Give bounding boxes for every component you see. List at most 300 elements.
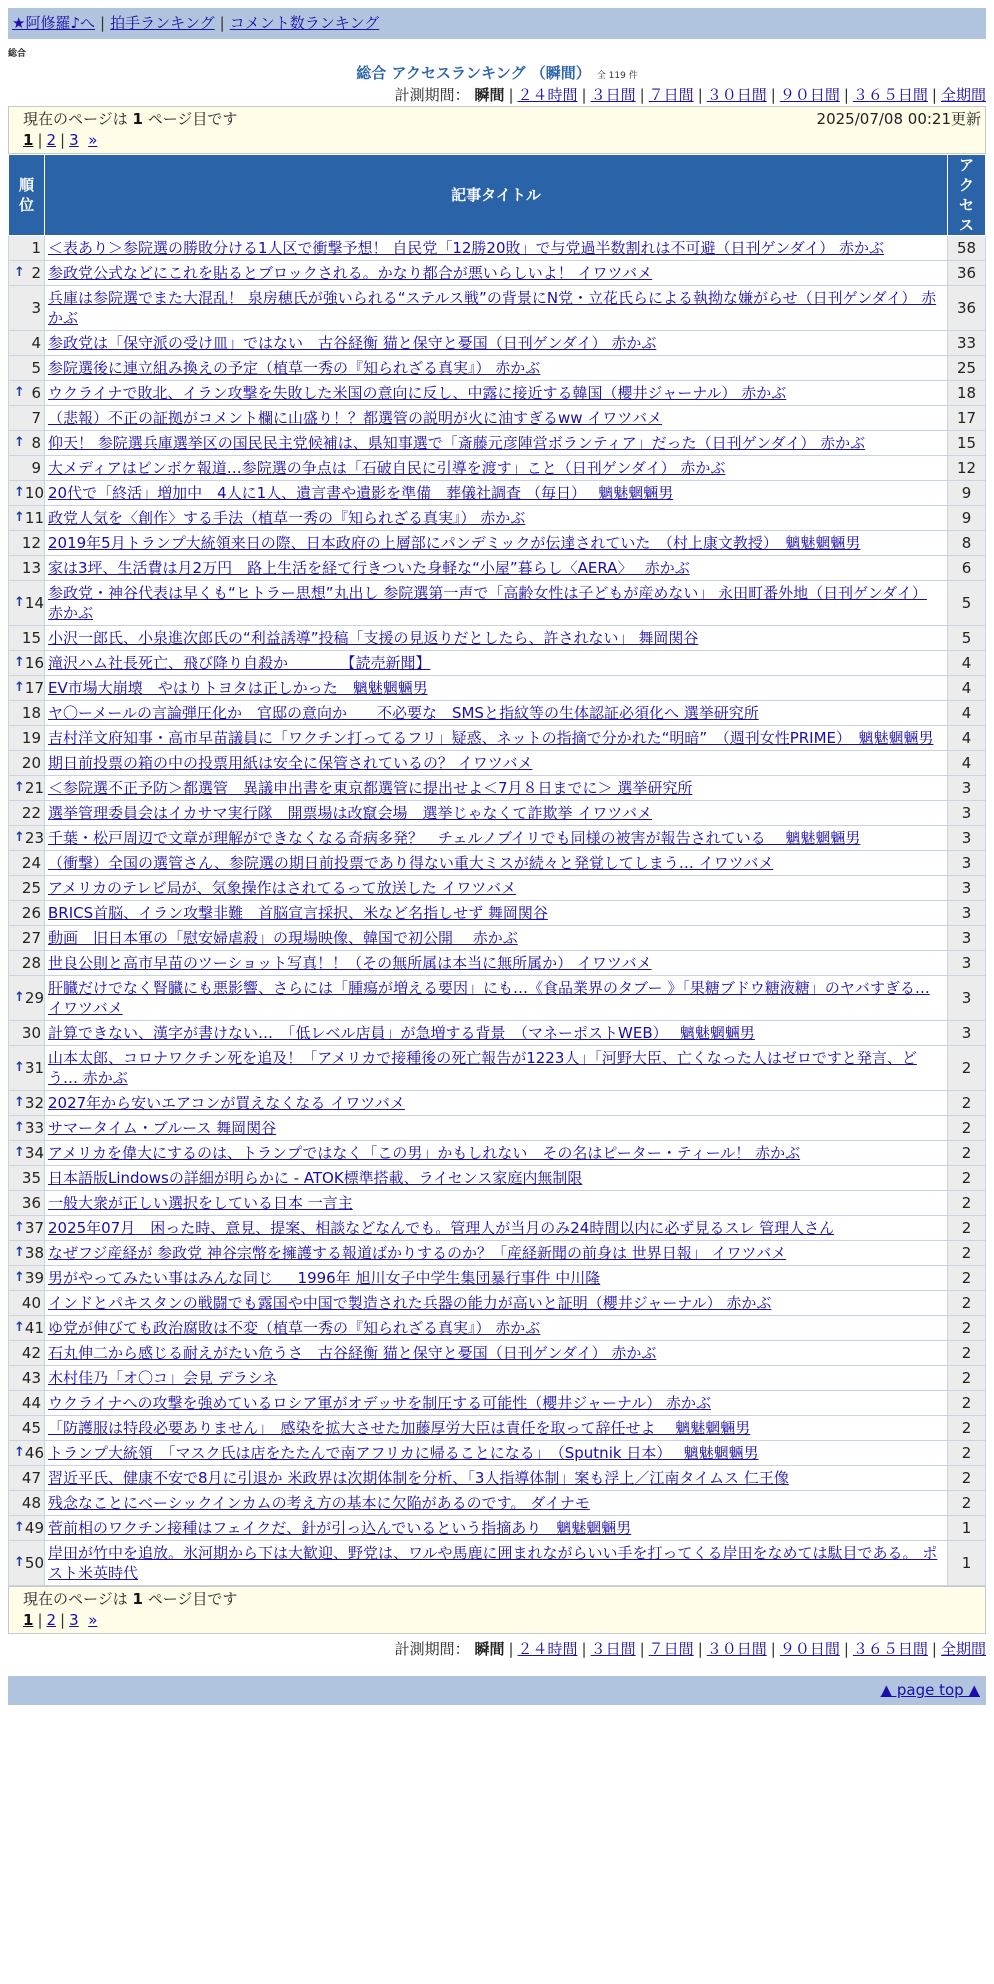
rank-cell	[9, 626, 45, 651]
rank-cell	[9, 826, 45, 851]
pager-top	[8, 106, 986, 154]
rank-up-arrow-icon: ↑	[14, 1445, 25, 1460]
rank-up-arrow-icon: ↑	[14, 385, 25, 400]
article-link[interactable]: トランプ大統領 「マスク氏は店をたたんで南アフリカに帰ることになる」 （Sputnik 日本） 魑魅魍魎男	[48, 1444, 759, 1462]
article-link[interactable]: 一般大衆が正しい選択をしている日本 一言主	[48, 1194, 353, 1212]
table-row	[9, 356, 986, 381]
access-count: 17	[948, 406, 986, 431]
rank-number: 24	[21, 854, 41, 872]
rank-cell	[9, 381, 45, 406]
access-count: 2	[948, 1491, 986, 1516]
table-row	[9, 626, 986, 651]
access-count: 15	[948, 431, 986, 456]
rank-cell	[9, 1116, 45, 1141]
rank-cell	[9, 1141, 45, 1166]
rank-cell	[9, 1266, 45, 1291]
rank-number: 13	[21, 559, 41, 577]
title-cell	[45, 801, 948, 826]
rank-number: 33	[24, 1119, 44, 1137]
rank-cell	[9, 1241, 45, 1266]
access-count: 2	[948, 1416, 986, 1441]
table-row	[9, 1141, 986, 1166]
nav-link-comment-ranking[interactable]: コメント数ランキング	[229, 14, 380, 32]
access-count: 4	[948, 726, 986, 751]
page-link-3[interactable]: 3	[69, 131, 79, 149]
nav-separator: |	[100, 14, 106, 32]
rank-cell	[9, 581, 45, 626]
table-row	[9, 1216, 986, 1241]
rank-cell	[9, 356, 45, 381]
pager-status: 現在のページは 1 ページ目です	[23, 110, 238, 128]
article-link[interactable]: ヤ〇ーメールの言論弾圧化か 官邸の意向か 不必要な SMSと指紋等の生体認証必須化へ 選挙研究所	[48, 704, 759, 722]
rank-cell	[9, 1366, 45, 1391]
period-link-7d[interactable]: ７日間	[648, 1640, 694, 1658]
rank-up-arrow-icon: ↑	[14, 1270, 25, 1285]
article-link[interactable]: 参政党公式などにこれを貼るとブロックされる。かなり都合が悪いらしいよ！ イワツバメ	[48, 264, 653, 282]
title-cell	[45, 1091, 948, 1116]
title-cell	[45, 1116, 948, 1141]
article-link[interactable]: 千葉・松戸周辺で文章が理解ができなくなる奇病多発？ チェルノブイリでも同様の被害が報告されている 魑魅魍魎男	[48, 829, 861, 847]
article-link[interactable]: 動画 旧日本軍の「慰安婦虐殺」の現場映像、韓国で初公開 赤かぶ	[48, 929, 518, 947]
rank-number: 41	[24, 1319, 44, 1337]
table-row	[9, 926, 986, 951]
article-link[interactable]: 2027年から安いエアコンが買えなくなる イワツバメ	[48, 1094, 405, 1112]
rank-cell	[9, 556, 45, 581]
page-link-1[interactable]: 1	[23, 131, 34, 149]
article-link[interactable]: 男がやってみたい事はみんな同じ ＿ 1996年 旭川女子中学生集団暴行事件 中川隆	[48, 1269, 601, 1287]
article-link[interactable]: 参院選後に連立組み換えの予定（植草一秀の『知られざる真実』） 赤かぶ	[48, 359, 541, 377]
rank-cell	[9, 651, 45, 676]
rank-cell	[9, 1166, 45, 1191]
rank-up-arrow-icon: ↑	[14, 595, 25, 610]
title-cell	[45, 751, 948, 776]
table-row	[9, 1366, 986, 1391]
title-cell	[45, 1416, 948, 1441]
nav-link-asyura[interactable]: ★阿修羅♪へ	[12, 14, 96, 32]
article-link[interactable]: 家は3坪、生活費は月2万円 路上生活を経て行きついた身軽な“小屋”暮らし〈AERA〉 赤かぶ	[48, 559, 690, 577]
nav-separator: |	[219, 14, 225, 32]
table-row	[9, 1516, 986, 1541]
access-count: 2	[948, 1046, 986, 1091]
access-count: 1	[948, 1541, 986, 1586]
title-cell	[45, 1166, 948, 1191]
article-link[interactable]: EV市場大崩壊 やはりトヨタは正しかった 魑魅魍魎男	[48, 679, 428, 697]
top-nav	[8, 8, 986, 39]
rank-up-arrow-icon: ↑	[14, 780, 25, 795]
rank-up-arrow-icon: ↑	[14, 680, 25, 695]
rank-cell	[9, 286, 45, 331]
title-cell	[45, 1341, 948, 1366]
table-row	[9, 261, 986, 286]
article-link[interactable]: 習近平氏、健康不安で8月に引退か 米政界は次期体制を分析、「3人指導体制」案も浮上／江南タイムス 仁王像	[48, 1469, 789, 1487]
access-count: 9	[948, 481, 986, 506]
access-count: 5	[948, 581, 986, 626]
access-count: 2	[948, 1366, 986, 1391]
rank-up-arrow-icon: ↑	[14, 1320, 25, 1335]
table-row	[9, 286, 986, 331]
table-row	[9, 951, 986, 976]
access-count: 3	[948, 951, 986, 976]
period-link-24h[interactable]: ２４時間	[517, 1640, 578, 1658]
period-link-90d[interactable]: ９０日間	[779, 1640, 840, 1658]
access-count: 2	[948, 1316, 986, 1341]
rank-cell	[9, 751, 45, 776]
rank-number: 37	[24, 1219, 44, 1237]
article-link[interactable]: 政党人気を〈創作〉する手法（植草一秀の『知られざる真実』） 赤かぶ	[48, 509, 526, 527]
period-link-30d[interactable]: ３０日間	[706, 86, 767, 104]
title-cell	[45, 456, 948, 481]
access-count: 2	[948, 1166, 986, 1191]
rank-number: 38	[24, 1244, 44, 1262]
rank-number: 25	[21, 879, 41, 897]
title-cell	[45, 236, 948, 261]
table-row	[9, 381, 986, 406]
table-row	[9, 701, 986, 726]
page-container	[8, 8, 986, 1705]
article-link[interactable]: 岸田が竹中を追放。氷河期から下は大歓迎、野党は、ワルや馬鹿に囲まれながらいい手を打ってくる岸田をなめては駄目である。 ポスト米英時代	[48, 1544, 938, 1582]
period-link-3d[interactable]: ３日間	[590, 86, 636, 104]
period-label: 計測期間：	[394, 1640, 470, 1658]
page-link-2[interactable]: 2	[46, 131, 57, 149]
rank-up-arrow-icon: ↑	[14, 990, 25, 1005]
rank-cell	[9, 926, 45, 951]
rank-number: 49	[24, 1519, 44, 1537]
access-count: 2	[948, 1441, 986, 1466]
access-count: 5	[948, 626, 986, 651]
access-count: 3	[948, 801, 986, 826]
access-count: 8	[948, 531, 986, 556]
rank-number: 29	[24, 989, 44, 1007]
rank-cell	[9, 506, 45, 531]
rank-cell	[9, 1416, 45, 1441]
title-cell	[45, 431, 948, 456]
title-cell	[45, 976, 948, 1021]
rank-cell	[9, 431, 45, 456]
article-link[interactable]: 世良公則と高市早苗のツーショット写真！！（その無所属は本当に無所属か） イワツバメ	[48, 954, 652, 972]
rank-number: 42	[21, 1344, 41, 1362]
article-link[interactable]: ゆ党が伸びても政治腐敗は不変（植草一秀の『知られざる真実』） 赤かぶ	[48, 1319, 541, 1337]
header-title: 記事タイトル	[45, 155, 948, 236]
table-row	[9, 1046, 986, 1091]
rank-number: 46	[24, 1444, 44, 1462]
access-count: 2	[948, 1191, 986, 1216]
article-link[interactable]: アメリカを偉大にするのは、トランプではなく「この男」かもしれない その名はピーター・ティール！ 赤かぶ	[48, 1144, 801, 1162]
header-access: アクセス	[948, 155, 986, 236]
rank-number: 26	[21, 904, 41, 922]
article-link[interactable]: 参政党は「保守派の受け皿」ではない 古谷経衡 猫と保守と憂国（日刊ゲンダイ） 赤かぶ	[48, 334, 657, 352]
title-cell	[45, 1216, 948, 1241]
article-link[interactable]: 参政党・神谷代表は早くも“ヒトラー思想”丸出し 参院選第一声で「高齢女性は子どもが産めない」 永田町番外地（日刊ゲンダイ） 赤かぶ	[48, 584, 927, 622]
title-cell	[45, 1491, 948, 1516]
access-count: 2	[948, 1091, 986, 1116]
table-row	[9, 1466, 986, 1491]
access-count: 58	[948, 236, 986, 261]
period-selector-bottom: 計測期間： 瞬間 | ２４時間 | ３日間 | ７日間 | ３０日間 | ９０日間 | ３６５日間 | 全期間	[394, 1640, 986, 1658]
period-link-7d[interactable]: ７日間	[648, 86, 694, 104]
title-cell	[45, 1391, 948, 1416]
page-title: 総合 アクセスランキング （瞬間）	[356, 64, 591, 82]
article-link[interactable]: 肝臓だけでなく腎臓にも悪影響、さらには「腫瘍が増える要因」にも…《食品業界のタブー 》「果糖ブドウ糖液糖」のヤバすぎる… イワツバメ	[48, 979, 930, 1017]
rank-cell	[9, 1516, 45, 1541]
rank-cell	[9, 1046, 45, 1091]
article-link[interactable]: ＜表あり＞参院選の勝敗分ける1人区で衝撃予想！ 自民党「12勝20敗」で与党過半数割れは不可避（日刊ゲンダイ） 赤かぶ	[48, 239, 885, 257]
article-link[interactable]: なぜフジ産経が 参政党 神谷宗幣を擁護する報道ばかりするのか？「産経新聞の前身は 世界日報」 イワツバメ	[48, 1244, 787, 1262]
access-count: 1	[948, 1516, 986, 1541]
table-row	[9, 1491, 986, 1516]
title-cell	[45, 1266, 948, 1291]
title-cell	[45, 286, 948, 331]
ranking-heading	[8, 62, 986, 84]
rank-number: 44	[21, 1394, 41, 1412]
access-count: 2	[948, 1116, 986, 1141]
rank-up-arrow-icon: ↑	[14, 1095, 25, 1110]
table-row	[9, 1541, 986, 1586]
nav-link-clap-ranking[interactable]: 拍手ランキング	[110, 14, 215, 32]
access-count: 3	[948, 826, 986, 851]
table-row	[9, 1166, 986, 1191]
rank-cell	[9, 1316, 45, 1341]
rank-cell	[9, 1441, 45, 1466]
article-link[interactable]: 選挙管理委員会はイカサマ実行隊 開票場は改竄会場 選挙じゃなくて詐欺挙 イワツバメ	[48, 804, 653, 822]
period-link-90d[interactable]: ９０日間	[779, 86, 840, 104]
page-link-3[interactable]: 3	[69, 1611, 79, 1629]
title-cell	[45, 676, 948, 701]
rank-number: 23	[24, 829, 44, 847]
article-link[interactable]: 山本太郎、コロナワクチン死を追及！「アメリカで接種後の死亡報告が1223人」「河野大臣、亡くなった人はゼロですと発言、どう… 赤かぶ	[48, 1049, 917, 1087]
table-row	[9, 651, 986, 676]
rank-number: 35	[21, 1169, 41, 1187]
title-cell	[45, 851, 948, 876]
rank-cell	[9, 851, 45, 876]
rank-cell	[9, 676, 45, 701]
article-link[interactable]: 日本語版Lindowsの詳細が明らかに - ATOK標準搭載、ライセンス家庭内無制限	[48, 1169, 583, 1187]
title-cell	[45, 1141, 948, 1166]
article-link[interactable]: 期日前投票の箱の中の投票用紙は安全に保管されているの？ イワツバメ	[48, 754, 533, 772]
title-cell	[45, 581, 948, 626]
pager-links: 1 | 2 | 3 »	[23, 1611, 98, 1629]
title-cell	[45, 651, 948, 676]
article-link[interactable]: ＜参院選不正予防＞都選管 異議申出書を東京都選管に提出せよ＜7月８日までに＞ 選挙研究所	[48, 779, 693, 797]
access-count: 2	[948, 1216, 986, 1241]
article-link[interactable]: ウクライナへの攻撃を強めているロシア軍がオデッサを制圧する可能性（櫻井ジャーナル） 赤かぶ	[48, 1394, 711, 1412]
article-link[interactable]: 吉村洋文府知事・高市早苗議員に「ワクチン打ってるフリ」疑惑、ネットの指摘で分かれた“明暗” （週刊女性PRIME） 魑魅魍魎男	[48, 729, 934, 747]
table-row	[9, 236, 986, 261]
article-link[interactable]: 菅前相のワクチン接種はフェイクだ、針が引っ込んでいるという指摘あり 魑魅魍魎男	[48, 1519, 632, 1537]
rank-cell	[9, 1091, 45, 1116]
rank-cell	[9, 236, 45, 261]
period-link-3d[interactable]: ３日間	[590, 1640, 636, 1658]
period-link-365d[interactable]: ３６５日間	[852, 1640, 928, 1658]
page-next-link[interactable]: »	[88, 1611, 98, 1629]
pager-bottom	[8, 1586, 986, 1634]
table-row	[9, 1191, 986, 1216]
table-row	[9, 506, 986, 531]
article-link[interactable]: 兵庫は参院選でまた大混乱！ 泉房穂氏が強いられる“ステルス戦”の背景にN党・立花氏らによる執拗な嫌がらせ（日刊ゲンダイ） 赤かぶ	[48, 289, 937, 327]
rank-number: 12	[21, 534, 41, 552]
rank-number: 32	[24, 1094, 44, 1112]
title-cell	[45, 356, 948, 381]
rank-up-arrow-icon: ↑	[14, 1245, 25, 1260]
article-link[interactable]: 2025年07月 困った時、意見、提案、相談などなんでも。管理人が当月のみ24時間以内に必ず見るスレ 管理人さん	[48, 1219, 835, 1237]
title-cell	[45, 901, 948, 926]
title-cell	[45, 261, 948, 286]
table-row	[9, 1116, 986, 1141]
access-count: 33	[948, 331, 986, 356]
period-current: 瞬間	[474, 86, 505, 104]
table-row	[9, 456, 986, 481]
access-count: 3	[948, 1021, 986, 1046]
access-count: 2	[948, 1341, 986, 1366]
rank-cell	[9, 406, 45, 431]
title-cell	[45, 1541, 948, 1586]
article-link[interactable]: 木村佳乃「オ〇コ」会見 デラシネ	[48, 1369, 278, 1387]
title-cell	[45, 1021, 948, 1046]
access-count: 3	[948, 876, 986, 901]
rank-up-arrow-icon: ↑	[14, 830, 25, 845]
ranking-table	[8, 154, 986, 1586]
title-cell	[45, 1241, 948, 1266]
rank-up-arrow-icon: ↑	[14, 435, 25, 450]
rank-number: 1	[31, 239, 41, 257]
rank-number: 11	[24, 509, 44, 527]
period-link-24h[interactable]: ２４時間	[517, 86, 578, 104]
article-link[interactable]: 石丸伸二から感じる耐えがたい危うさ 古谷経衡 猫と保守と憂国（日刊ゲンダイ） 赤かぶ	[48, 1344, 657, 1362]
pager-status: 現在のページは 1 ページ目です	[23, 1590, 238, 1608]
article-link[interactable]: （悲報）不正の証拠がコメント欄に山盛り！？都選管の説明が火に油すぎるww イワツバメ	[48, 409, 663, 427]
article-link[interactable]: 小沢一郎氏、小泉進次郎氏の“利益誘導”投稿「支援の見返りだとしたら、許されない」 舞岡関谷	[48, 629, 699, 647]
rank-cell	[9, 456, 45, 481]
rank-number: 15	[21, 629, 41, 647]
rank-cell	[9, 951, 45, 976]
title-cell	[45, 1516, 948, 1541]
page-link-2[interactable]: 2	[46, 1611, 57, 1629]
rank-cell	[9, 726, 45, 751]
title-cell	[45, 506, 948, 531]
article-link[interactable]: アメリカのテレビ局が、気象操作はされてるって放送した イワツバメ	[48, 879, 517, 897]
table-row	[9, 1241, 986, 1266]
page-next-link[interactable]: »	[88, 131, 98, 149]
access-count: 4	[948, 676, 986, 701]
article-link[interactable]: ウクライナで敗北、イラン攻撃を失敗した米国の意向に反し、中露に接近する韓国（櫻井ジャーナル） 赤かぶ	[48, 384, 787, 402]
article-link[interactable]: 滝沢ハム社長死亡、飛び降り自殺か 【読売新聞】	[48, 654, 431, 672]
table-row	[9, 776, 986, 801]
access-count: 2	[948, 1266, 986, 1291]
period-link-30d[interactable]: ３０日間	[706, 1640, 767, 1658]
title-cell	[45, 1291, 948, 1316]
table-row	[9, 1416, 986, 1441]
article-link[interactable]: 残念なことにベーシックインカムの考え方の基本に欠陥があるのです。 ダイナモ	[48, 1494, 590, 1512]
page-link-1[interactable]: 1	[23, 1611, 34, 1629]
rank-number: 16	[24, 654, 44, 672]
bottom-bar	[8, 1676, 986, 1705]
article-link[interactable]: インドとパキスタンの戦闘でも露国や中国で製造された兵器の能力が高いと証明（櫻井ジャーナル） 赤かぶ	[48, 1294, 772, 1312]
access-count: 36	[948, 286, 986, 331]
table-row	[9, 1341, 986, 1366]
period-link-all[interactable]: 全期間	[940, 1640, 986, 1658]
table-row	[9, 1266, 986, 1291]
period-link-365d[interactable]: ３６５日間	[852, 86, 928, 104]
rank-cell	[9, 901, 45, 926]
rank-cell	[9, 261, 45, 286]
table-row	[9, 851, 986, 876]
pager-links: 1 | 2 | 3 »	[23, 131, 98, 149]
title-cell	[45, 1046, 948, 1091]
title-cell	[45, 1466, 948, 1491]
ranking-table-body	[9, 236, 986, 1586]
rank-number: 31	[24, 1059, 44, 1077]
page-top-link[interactable]: ▲ page top ▲	[880, 1681, 980, 1699]
rank-up-arrow-icon: ↑	[14, 1060, 25, 1075]
table-row	[9, 1441, 986, 1466]
table-row	[9, 876, 986, 901]
rank-number: 19	[21, 729, 41, 747]
title-cell	[45, 1441, 948, 1466]
rank-up-arrow-icon: ↑	[14, 1520, 25, 1535]
table-row	[9, 751, 986, 776]
rank-number: 7	[31, 409, 41, 427]
article-link[interactable]: 20代で「終活」増加中 4人に1人、遺言書や遺影を準備 葬儀社調査 （毎日） 魑魅魍魎男	[48, 484, 674, 502]
table-row	[9, 431, 986, 456]
rank-number: 43	[21, 1369, 41, 1387]
rank-number: 14	[24, 594, 44, 612]
access-count: 2	[948, 1466, 986, 1491]
period-current: 瞬間	[474, 1640, 505, 1658]
title-cell	[45, 556, 948, 581]
rank-number: 6	[31, 384, 41, 402]
rank-up-arrow-icon: ↑	[14, 1120, 25, 1135]
article-link[interactable]: 「防護服は特段必要ありません」 感染を拡大させた加藤厚労大臣は責任を取って辞任せよ 魑魅魍魎男	[48, 1419, 751, 1437]
article-link[interactable]: （衝撃）全国の選管さん、参院選の期日前投票であり得ない重大ミスが続々と発覚してしまう… イワツバメ	[48, 854, 774, 872]
rank-cell	[9, 531, 45, 556]
title-cell	[45, 926, 948, 951]
rank-number: 39	[24, 1269, 44, 1287]
access-count: 4	[948, 651, 986, 676]
rank-number: 9	[31, 459, 41, 477]
article-link[interactable]: 2019年5月トランプ大統領来日の際、日本政府の上層部にパンデミックが伝達されていた （村上康文教授） 魑魅魍魎男	[48, 534, 861, 552]
access-count: 3	[948, 901, 986, 926]
header-rank: 順位	[9, 155, 45, 236]
rank-number: 8	[31, 434, 41, 452]
rank-cell	[9, 1216, 45, 1241]
rank-number: 45	[21, 1419, 41, 1437]
rank-cell	[9, 1191, 45, 1216]
title-cell	[45, 1366, 948, 1391]
article-link[interactable]: BRICS首脳、イラン攻撃非難 首脳宣言採択、米など名指しせず 舞岡関谷	[48, 904, 548, 922]
access-count: 12	[948, 456, 986, 481]
title-cell	[45, 876, 948, 901]
table-row	[9, 481, 986, 506]
title-cell	[45, 406, 948, 431]
table-row	[9, 976, 986, 1021]
period-link-all[interactable]: 全期間	[940, 86, 986, 104]
access-count: 2	[948, 1391, 986, 1416]
rank-number: 28	[21, 954, 41, 972]
table-row	[9, 1391, 986, 1416]
article-link[interactable]: 大メディアはピンボケ報道…参院選の争点は「石破自民に引導を渡す」こと（日刊ゲンダイ） 赤かぶ	[48, 459, 726, 477]
article-link[interactable]: 計算できない、漢字が書けない… 「低レベル店員」が急増する背景 （マネーポストWEB） 魑魅魍魎男	[48, 1024, 755, 1042]
rank-number: 2	[31, 264, 41, 282]
rank-cell	[9, 1541, 45, 1586]
table-row	[9, 1291, 986, 1316]
rank-cell	[9, 776, 45, 801]
access-count: 25	[948, 356, 986, 381]
article-link[interactable]: 仰天！ 参院選兵庫選挙区の国民民主党候補は、県知事選で「斎藤元彦陣営ボランティア」だった（日刊ゲンダイ） 赤かぶ	[48, 434, 866, 452]
rank-cell	[9, 331, 45, 356]
article-link[interactable]: サマータイム・ブルース 舞岡関谷	[48, 1119, 277, 1137]
rank-number: 4	[31, 334, 41, 352]
title-cell	[45, 381, 948, 406]
title-cell	[45, 776, 948, 801]
